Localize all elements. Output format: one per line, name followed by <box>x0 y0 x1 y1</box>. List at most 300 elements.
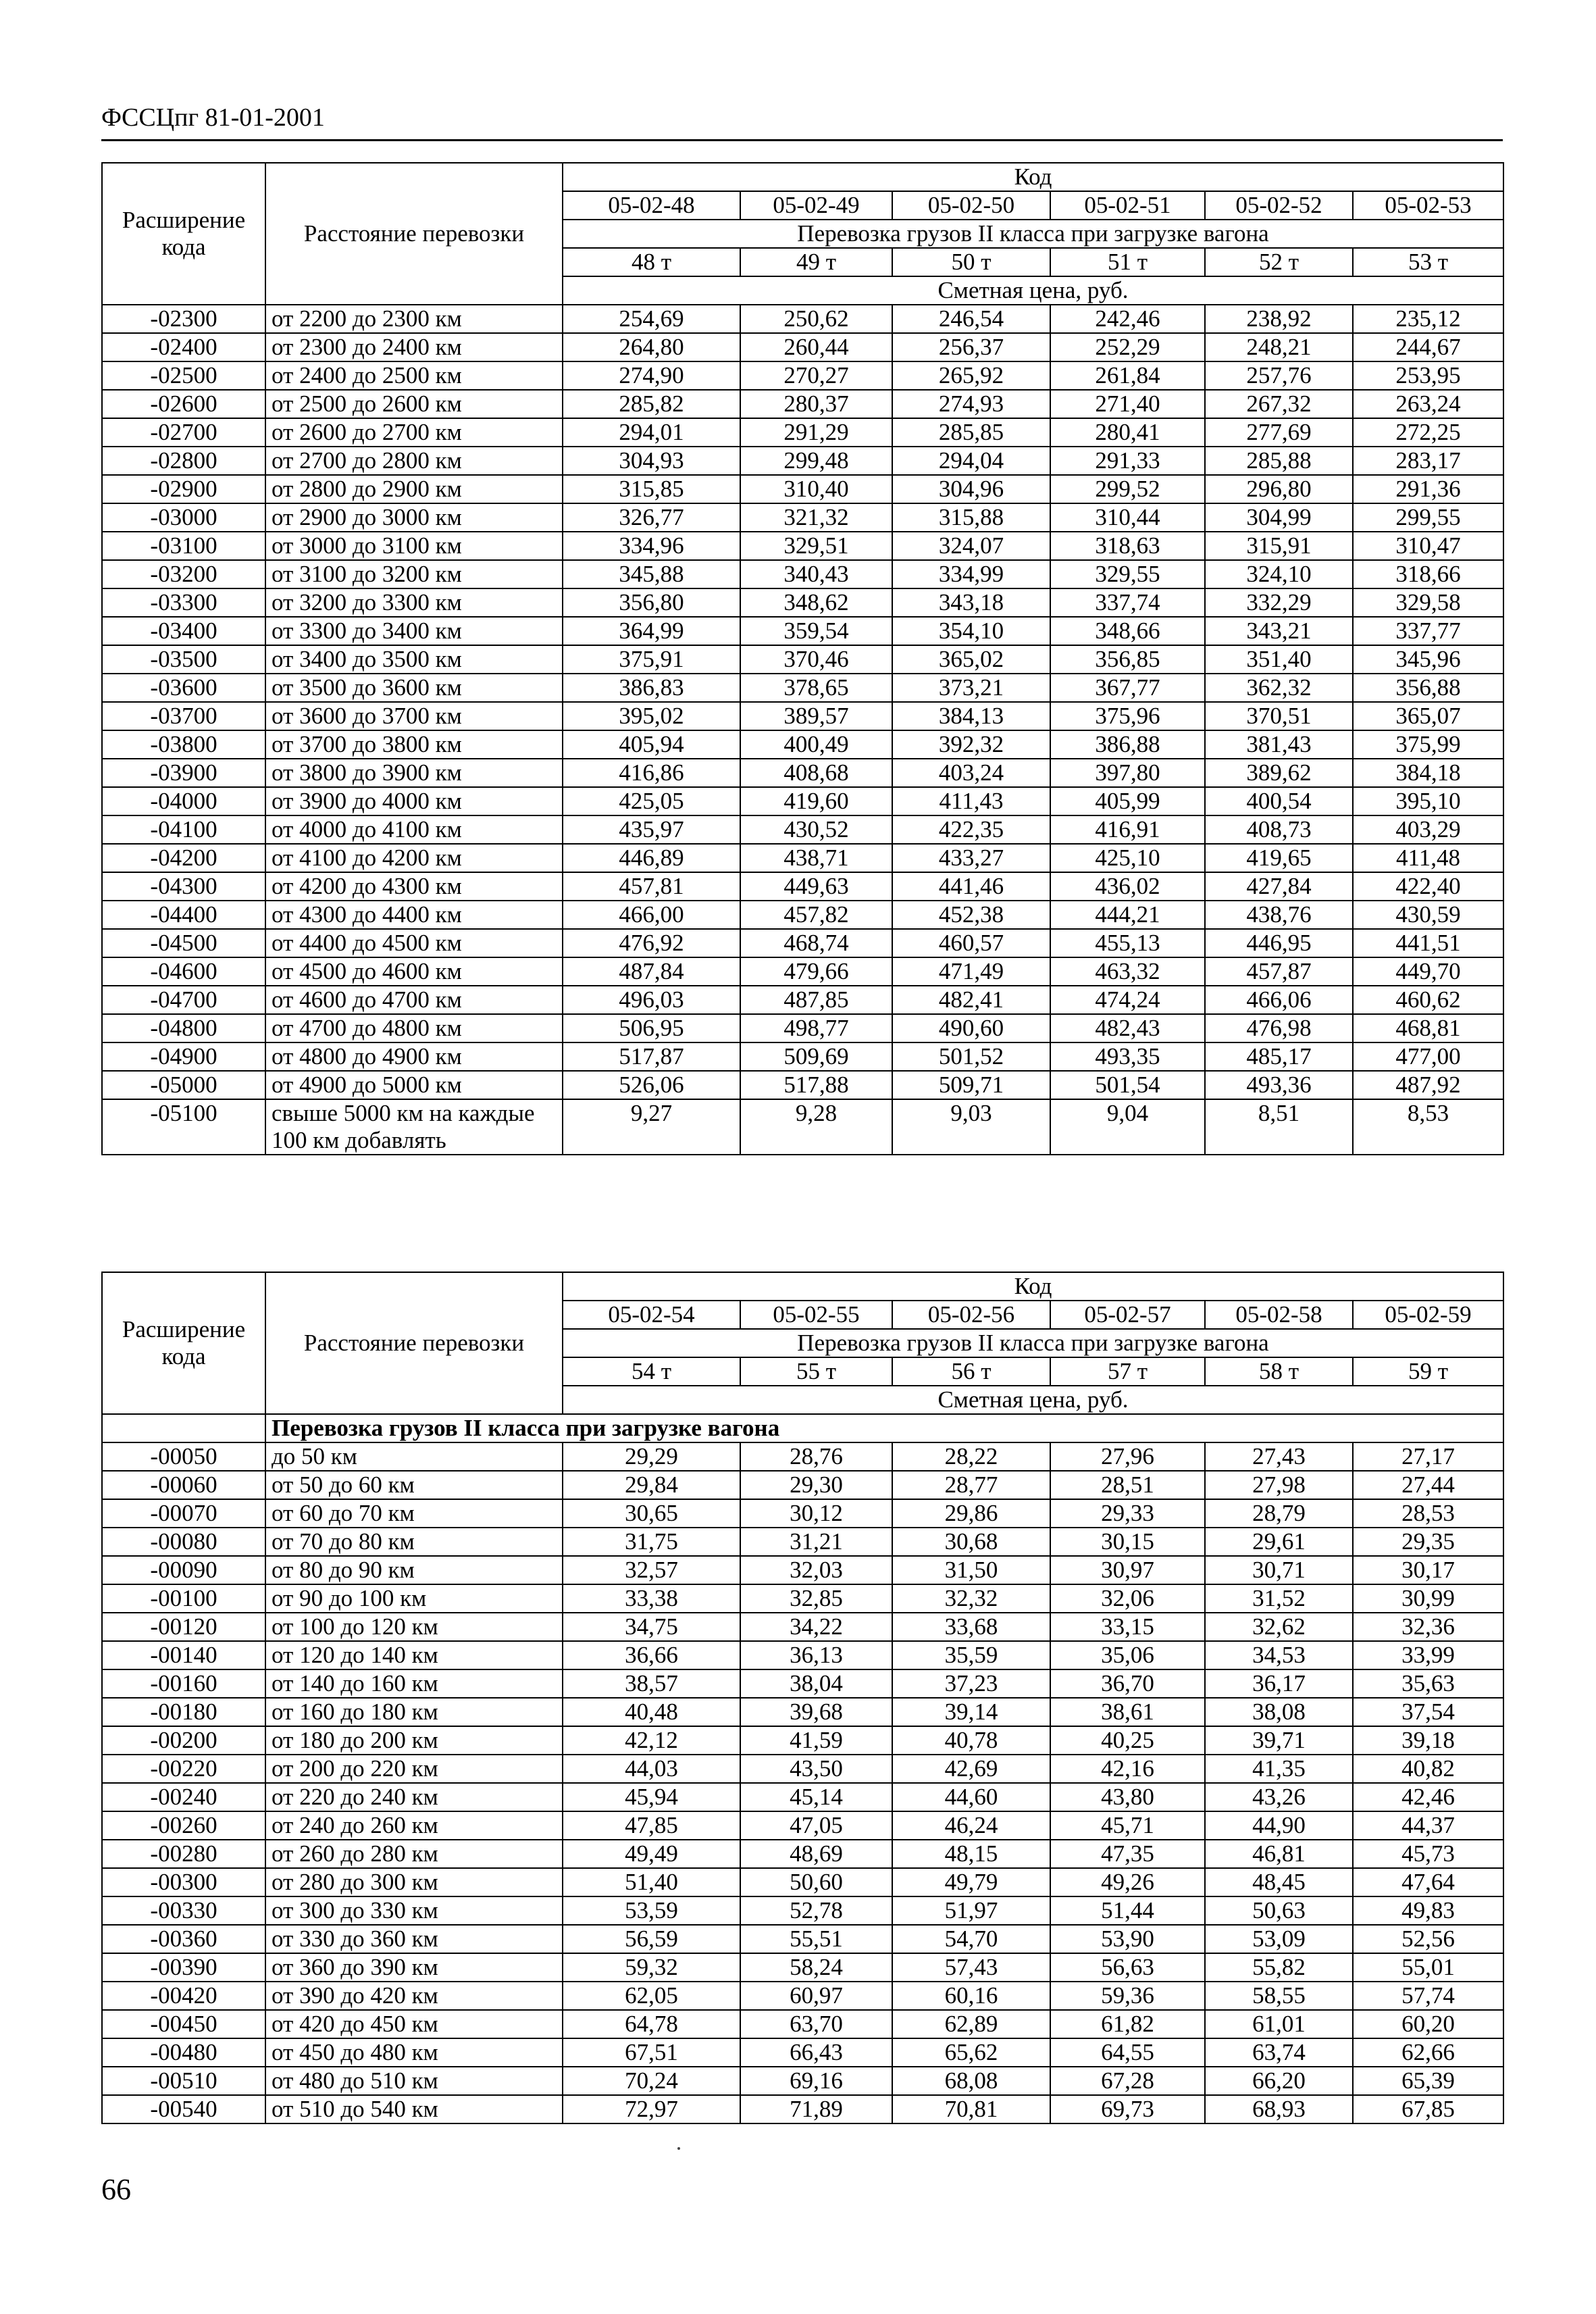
price-cell: 444,21 <box>1050 901 1205 929</box>
table-row <box>102 901 1503 929</box>
price-cell: 35,59 <box>892 1641 1050 1669</box>
ext-code-cell: -00100 <box>102 1584 265 1613</box>
table-row <box>102 787 1503 815</box>
distance-cell: от 4000 до 4100 км <box>265 815 563 844</box>
price-cell: 449,70 <box>1353 957 1503 986</box>
price-cell: 43,26 <box>1205 1783 1353 1811</box>
header-row <box>102 163 1503 191</box>
price-cell: 46,24 <box>892 1811 1050 1840</box>
price-cell: 476,92 <box>563 929 740 957</box>
price-cell: 42,69 <box>892 1755 1050 1783</box>
table-row <box>102 333 1503 361</box>
price-cell: 365,02 <box>892 645 1050 674</box>
price-cell: 403,24 <box>892 759 1050 787</box>
price-cell: 397,80 <box>1050 759 1205 787</box>
price-cell: 252,29 <box>1050 333 1205 361</box>
price-cell: 343,18 <box>892 588 1050 617</box>
price-cell: 422,35 <box>892 815 1050 844</box>
price-cell: 446,95 <box>1205 929 1353 957</box>
price-cell: 30,97 <box>1050 1556 1205 1584</box>
price-cell: 56,59 <box>563 1925 740 1953</box>
price-cell: 455,13 <box>1050 929 1205 957</box>
table-row <box>102 1726 1503 1755</box>
price-cell: 452,38 <box>892 901 1050 929</box>
price-cell: 27,44 <box>1353 1471 1503 1499</box>
price-cell: 36,13 <box>740 1641 892 1669</box>
price-cell: 334,99 <box>892 560 1050 588</box>
distance-cell: от 280 до 300 км <box>265 1868 563 1896</box>
price-cell: 58,55 <box>1205 1982 1353 2010</box>
ext-code-cell: -04300 <box>102 872 265 901</box>
price-cell: 8,51 <box>1205 1099 1353 1155</box>
price-cell: 381,43 <box>1205 730 1353 759</box>
ext-code-cell: -02900 <box>102 475 265 503</box>
price-cell: 9,03 <box>892 1099 1050 1155</box>
price-cell: 42,46 <box>1353 1783 1503 1811</box>
price-cell: 324,07 <box>892 532 1050 560</box>
price-cell: 44,03 <box>563 1755 740 1783</box>
page-number: 66 <box>101 2173 131 2206</box>
price-cell: 506,95 <box>563 1014 740 1042</box>
price-cell: 69,73 <box>1050 2095 1205 2123</box>
price-cell: 403,29 <box>1353 815 1503 844</box>
price-cell: 48,15 <box>892 1840 1050 1868</box>
distance-cell: от 390 до 420 км <box>265 1982 563 2010</box>
load-cell: 52 т <box>1205 248 1353 276</box>
price-cell: 33,99 <box>1353 1641 1503 1669</box>
price-cell: 285,85 <box>892 418 1050 447</box>
price-cell: 318,66 <box>1353 560 1503 588</box>
ext-code-cell: -03700 <box>102 702 265 730</box>
price-cell: 334,96 <box>563 532 740 560</box>
price-cell: 60,16 <box>892 1982 1050 2010</box>
price-cell: 435,97 <box>563 815 740 844</box>
price-cell: 304,99 <box>1205 503 1353 532</box>
table-row <box>102 2010 1503 2038</box>
price-cell: 487,92 <box>1353 1071 1503 1099</box>
table-row <box>102 2038 1503 2067</box>
ext-code-cell: -00120 <box>102 1613 265 1641</box>
price-cell: 246,54 <box>892 305 1050 333</box>
price-cell: 468,81 <box>1353 1014 1503 1042</box>
ext-code-cell: -03400 <box>102 617 265 645</box>
price-cell: 66,20 <box>1205 2067 1353 2095</box>
section-row <box>102 1414 1503 1442</box>
ext-code-cell: -03600 <box>102 674 265 702</box>
distance-cell: от 4200 до 4300 км <box>265 872 563 901</box>
load-cell: 50 т <box>892 248 1050 276</box>
cargo-header: Перевозка грузов II класса при загрузке вагона <box>563 1329 1503 1357</box>
price-cell: 51,44 <box>1050 1896 1205 1925</box>
ext-code-cell: -04800 <box>102 1014 265 1042</box>
price-cell: 44,60 <box>892 1783 1050 1811</box>
ext-code-cell: -03300 <box>102 588 265 617</box>
price-cell: 329,51 <box>740 532 892 560</box>
table-row <box>102 475 1503 503</box>
distance-cell: от 2900 до 3000 км <box>265 503 563 532</box>
distance-cell: от 3500 до 3600 км <box>265 674 563 702</box>
price-cell: 52,56 <box>1353 1925 1503 1953</box>
ext-code-cell: -02600 <box>102 390 265 418</box>
price-cell: 32,32 <box>892 1584 1050 1613</box>
price-cell: 57,43 <box>892 1953 1050 1982</box>
code-cell: 05-02-51 <box>1050 191 1205 220</box>
load-cell: 48 т <box>563 248 740 276</box>
price-cell: 310,47 <box>1353 532 1503 560</box>
price-cell: 271,40 <box>1050 390 1205 418</box>
table-row <box>102 1442 1503 1471</box>
price-cell: 299,48 <box>740 447 892 475</box>
ext-code-cell: -00450 <box>102 2010 265 2038</box>
code-cell: 05-02-52 <box>1205 191 1353 220</box>
price-table-1 <box>101 162 1504 1155</box>
price-cell: 49,49 <box>563 1840 740 1868</box>
ext-code-cell: -00200 <box>102 1726 265 1755</box>
ext-code-cell: -04200 <box>102 844 265 872</box>
ext-code-cell: -00180 <box>102 1698 265 1726</box>
price-cell: 29,61 <box>1205 1528 1353 1556</box>
price-cell: 291,33 <box>1050 447 1205 475</box>
code-cell: 05-02-56 <box>892 1301 1050 1329</box>
price-cell: 30,15 <box>1050 1528 1205 1556</box>
price-cell: 257,76 <box>1205 361 1353 390</box>
table-row <box>102 1755 1503 1783</box>
price-cell: 422,40 <box>1353 872 1503 901</box>
ext-code-cell: -00050 <box>102 1442 265 1471</box>
price-cell: 29,30 <box>740 1471 892 1499</box>
price-cell: 487,84 <box>563 957 740 986</box>
price-cell: 356,80 <box>563 588 740 617</box>
price-cell: 40,25 <box>1050 1726 1205 1755</box>
price-cell: 238,92 <box>1205 305 1353 333</box>
distance-header: Расстояние перевозки <box>265 1272 563 1414</box>
price-cell: 466,00 <box>563 901 740 929</box>
price-cell: 487,85 <box>740 986 892 1014</box>
load-cell: 58 т <box>1205 1357 1353 1386</box>
load-cell: 57 т <box>1050 1357 1205 1386</box>
table-row <box>102 702 1503 730</box>
price-cell: 389,62 <box>1205 759 1353 787</box>
ext-code-cell: -05000 <box>102 1071 265 1099</box>
price-cell: 36,70 <box>1050 1669 1205 1698</box>
ext-code-cell: -00330 <box>102 1896 265 1925</box>
price-cell: 49,83 <box>1353 1896 1503 1925</box>
scan-speck <box>677 2147 680 2150</box>
code-cell: 05-02-49 <box>740 191 892 220</box>
price-cell: 32,03 <box>740 1556 892 1584</box>
table-row <box>102 986 1503 1014</box>
price-cell: 438,76 <box>1205 901 1353 929</box>
distance-cell: от 2600 до 2700 км <box>265 418 563 447</box>
price-cell: 345,88 <box>563 560 740 588</box>
table-row <box>102 2095 1503 2123</box>
table-row <box>102 503 1503 532</box>
price-cell: 260,44 <box>740 333 892 361</box>
price-cell: 446,89 <box>563 844 740 872</box>
price-cell: 55,51 <box>740 1925 892 1953</box>
price-cell: 60,97 <box>740 1982 892 2010</box>
table-row <box>102 1811 1503 1840</box>
price-cell: 28,51 <box>1050 1471 1205 1499</box>
price-cell: 28,53 <box>1353 1499 1503 1528</box>
ext-code-cell: -04100 <box>102 815 265 844</box>
load-cell: 49 т <box>740 248 892 276</box>
price-cell: 416,91 <box>1050 815 1205 844</box>
price-cell: 30,17 <box>1353 1556 1503 1584</box>
table-row <box>102 1982 1503 2010</box>
price-cell: 337,77 <box>1353 617 1503 645</box>
price-cell: 31,52 <box>1205 1584 1353 1613</box>
price-cell: 53,09 <box>1205 1925 1353 1953</box>
ext-code-cell: -00160 <box>102 1669 265 1698</box>
table-row <box>102 730 1503 759</box>
price-cell: 56,63 <box>1050 1953 1205 1982</box>
distance-cell: от 4100 до 4200 км <box>265 844 563 872</box>
price-cell: 61,82 <box>1050 2010 1205 2038</box>
distance-cell: от 4300 до 4400 км <box>265 901 563 929</box>
price-cell: 285,88 <box>1205 447 1353 475</box>
price-cell: 294,01 <box>563 418 740 447</box>
distance-cell: от 510 до 540 км <box>265 2095 563 2123</box>
distance-cell: от 3400 до 3500 км <box>265 645 563 674</box>
ext-code-cell: -03000 <box>102 503 265 532</box>
cargo-header: Перевозка грузов II класса при загрузке вагона <box>563 220 1503 248</box>
price-cell: 40,78 <box>892 1726 1050 1755</box>
price-cell: 416,86 <box>563 759 740 787</box>
price-cell: 490,60 <box>892 1014 1050 1042</box>
price-cell: 370,46 <box>740 645 892 674</box>
distance-cell: от 330 до 360 км <box>265 1925 563 1953</box>
price-cell: 53,90 <box>1050 1925 1205 1953</box>
price-cell: 61,01 <box>1205 2010 1353 2038</box>
price-cell: 509,69 <box>740 1042 892 1071</box>
price-cell: 32,36 <box>1353 1613 1503 1641</box>
price-cell: 62,89 <box>892 2010 1050 2038</box>
price-cell: 62,66 <box>1353 2038 1503 2067</box>
price-cell: 42,12 <box>563 1726 740 1755</box>
price-cell: 41,59 <box>740 1726 892 1755</box>
price-cell: 274,93 <box>892 390 1050 418</box>
table-row <box>102 1868 1503 1896</box>
table-row <box>102 617 1503 645</box>
table-row <box>102 305 1503 333</box>
price-cell: 326,77 <box>563 503 740 532</box>
ext-code-cell: -00220 <box>102 1755 265 1783</box>
price-cell: 48,45 <box>1205 1868 1353 1896</box>
price-cell: 419,65 <box>1205 844 1353 872</box>
price-cell: 34,22 <box>740 1613 892 1641</box>
price-cell: 395,02 <box>563 702 740 730</box>
price-cell: 54,70 <box>892 1925 1050 1953</box>
table-row <box>102 872 1503 901</box>
ext-code-cell: -00540 <box>102 2095 265 2123</box>
ext-code-cell: -03900 <box>102 759 265 787</box>
price-cell: 235,12 <box>1353 305 1503 333</box>
price-cell: 41,35 <box>1205 1755 1353 1783</box>
ext-header: Расширение кода <box>102 1272 265 1414</box>
price-cell: 272,25 <box>1353 418 1503 447</box>
table-row <box>102 1099 1503 1155</box>
distance-cell: от 4500 до 4600 км <box>265 957 563 986</box>
price-cell: 359,54 <box>740 617 892 645</box>
price-cell: 460,62 <box>1353 986 1503 1014</box>
price-cell: 51,97 <box>892 1896 1050 1925</box>
price-cell: 362,32 <box>1205 674 1353 702</box>
price-cell: 356,85 <box>1050 645 1205 674</box>
price-cell: 244,67 <box>1353 333 1503 361</box>
section-title: Перевозка грузов II класса при загрузке вагона <box>265 1414 1503 1442</box>
price-cell: 43,80 <box>1050 1783 1205 1811</box>
ext-code-cell: -00070 <box>102 1499 265 1528</box>
code-cell: 05-02-58 <box>1205 1301 1353 1329</box>
price-cell: 263,24 <box>1353 390 1503 418</box>
table-head <box>102 163 1503 305</box>
price-cell: 468,74 <box>740 929 892 957</box>
price-cell: 48,69 <box>740 1840 892 1868</box>
price-cell: 42,16 <box>1050 1755 1205 1783</box>
price-cell: 68,08 <box>892 2067 1050 2095</box>
price-cell: 58,24 <box>740 1953 892 1982</box>
header-rule <box>101 139 1503 141</box>
ext-code-cell: -00420 <box>102 1982 265 2010</box>
table-row <box>102 1499 1503 1528</box>
price-cell: 70,24 <box>563 2067 740 2095</box>
price-cell: 496,03 <box>563 986 740 1014</box>
ext-code-cell: -00390 <box>102 1953 265 1982</box>
code-header: Код <box>563 163 1503 191</box>
price-table-2 <box>101 1272 1504 2124</box>
price-cell: 33,38 <box>563 1584 740 1613</box>
price-cell: 39,14 <box>892 1698 1050 1726</box>
price-cell: 8,53 <box>1353 1099 1503 1155</box>
table-row <box>102 1071 1503 1099</box>
ext-header: Расширение кода <box>102 163 265 305</box>
price-cell: 304,96 <box>892 475 1050 503</box>
price-cell: 32,85 <box>740 1584 892 1613</box>
price-cell: 389,57 <box>740 702 892 730</box>
table-row <box>102 1896 1503 1925</box>
table-row <box>102 1783 1503 1811</box>
table-body <box>102 1414 1503 2123</box>
price-cell: 27,17 <box>1353 1442 1503 1471</box>
ext-code-cell: -00260 <box>102 1811 265 1840</box>
distance-cell: от 240 до 260 км <box>265 1811 563 1840</box>
price-cell: 392,32 <box>892 730 1050 759</box>
load-cell: 55 т <box>740 1357 892 1386</box>
distance-cell: от 4600 до 4700 км <box>265 986 563 1014</box>
table-row <box>102 390 1503 418</box>
price-cell: 256,37 <box>892 333 1050 361</box>
price-cell: 9,27 <box>563 1099 740 1155</box>
price-cell: 27,96 <box>1050 1442 1205 1471</box>
price-cell: 425,10 <box>1050 844 1205 872</box>
code-cell: 05-02-53 <box>1353 191 1503 220</box>
price-cell: 55,01 <box>1353 1953 1503 1982</box>
price-cell: 315,85 <box>563 475 740 503</box>
ext-code-cell: -00080 <box>102 1528 265 1556</box>
ext-code-cell: -00510 <box>102 2067 265 2095</box>
price-cell: 370,51 <box>1205 702 1353 730</box>
ext-code-cell: -04900 <box>102 1042 265 1071</box>
ext-code-cell: -00360 <box>102 1925 265 1953</box>
code-cell: 05-02-57 <box>1050 1301 1205 1329</box>
price-cell: 501,52 <box>892 1042 1050 1071</box>
price-cell: 367,77 <box>1050 674 1205 702</box>
code-cell: 05-02-54 <box>563 1301 740 1329</box>
price-cell: 386,88 <box>1050 730 1205 759</box>
price-cell: 375,91 <box>563 645 740 674</box>
distance-cell: от 260 до 280 км <box>265 1840 563 1868</box>
price-cell: 405,99 <box>1050 787 1205 815</box>
price-cell: 9,04 <box>1050 1099 1205 1155</box>
price-cell: 50,63 <box>1205 1896 1353 1925</box>
price-cell: 479,66 <box>740 957 892 986</box>
price-cell: 9,28 <box>740 1099 892 1155</box>
price-cell: 30,12 <box>740 1499 892 1528</box>
price-cell: 285,82 <box>563 390 740 418</box>
distance-cell: свыше 5000 км на каждые 100 км добавлять <box>265 1099 563 1155</box>
price-cell: 39,68 <box>740 1698 892 1726</box>
price-cell: 47,35 <box>1050 1840 1205 1868</box>
price-cell: 49,79 <box>892 1868 1050 1896</box>
price-cell: 27,43 <box>1205 1442 1353 1471</box>
price-cell: 427,84 <box>1205 872 1353 901</box>
table-row <box>102 1584 1503 1613</box>
price-cell: 45,73 <box>1353 1840 1503 1868</box>
table-row <box>102 674 1503 702</box>
price-cell: 270,27 <box>740 361 892 390</box>
price-header: Сметная цена, руб. <box>563 276 1503 305</box>
price-cell: 299,55 <box>1353 503 1503 532</box>
distance-cell: от 200 до 220 км <box>265 1755 563 1783</box>
price-cell: 31,21 <box>740 1528 892 1556</box>
distance-cell: от 4900 до 5000 км <box>265 1071 563 1099</box>
price-cell: 438,71 <box>740 844 892 872</box>
price-cell: 52,78 <box>740 1896 892 1925</box>
price-cell: 296,80 <box>1205 475 1353 503</box>
price-cell: 70,81 <box>892 2095 1050 2123</box>
price-cell: 57,74 <box>1353 1982 1503 2010</box>
price-cell: 47,64 <box>1353 1868 1503 1896</box>
ext-code-cell: -02700 <box>102 418 265 447</box>
price-cell: 517,87 <box>563 1042 740 1071</box>
price-cell: 498,77 <box>740 1014 892 1042</box>
price-cell: 63,74 <box>1205 2038 1353 2067</box>
distance-cell: от 2700 до 2800 км <box>265 447 563 475</box>
distance-cell: от 140 до 160 км <box>265 1669 563 1698</box>
ext-code-cell: -00090 <box>102 1556 265 1584</box>
table-row <box>102 957 1503 986</box>
price-cell: 28,76 <box>740 1442 892 1471</box>
load-cell: 54 т <box>563 1357 740 1386</box>
table-row <box>102 1556 1503 1584</box>
price-cell: 433,27 <box>892 844 1050 872</box>
price-cell: 274,90 <box>563 361 740 390</box>
ext-code-cell: -04500 <box>102 929 265 957</box>
price-cell: 457,87 <box>1205 957 1353 986</box>
price-cell: 449,63 <box>740 872 892 901</box>
distance-cell: от 80 до 90 км <box>265 1556 563 1584</box>
price-cell: 40,48 <box>563 1698 740 1726</box>
price-cell: 365,07 <box>1353 702 1503 730</box>
price-cell: 30,65 <box>563 1499 740 1528</box>
price-cell: 517,88 <box>740 1071 892 1099</box>
distance-cell: от 180 до 200 км <box>265 1726 563 1755</box>
price-cell: 337,74 <box>1050 588 1205 617</box>
price-cell: 33,15 <box>1050 1613 1205 1641</box>
price-cell: 493,35 <box>1050 1042 1205 1071</box>
price-cell: 30,68 <box>892 1528 1050 1556</box>
